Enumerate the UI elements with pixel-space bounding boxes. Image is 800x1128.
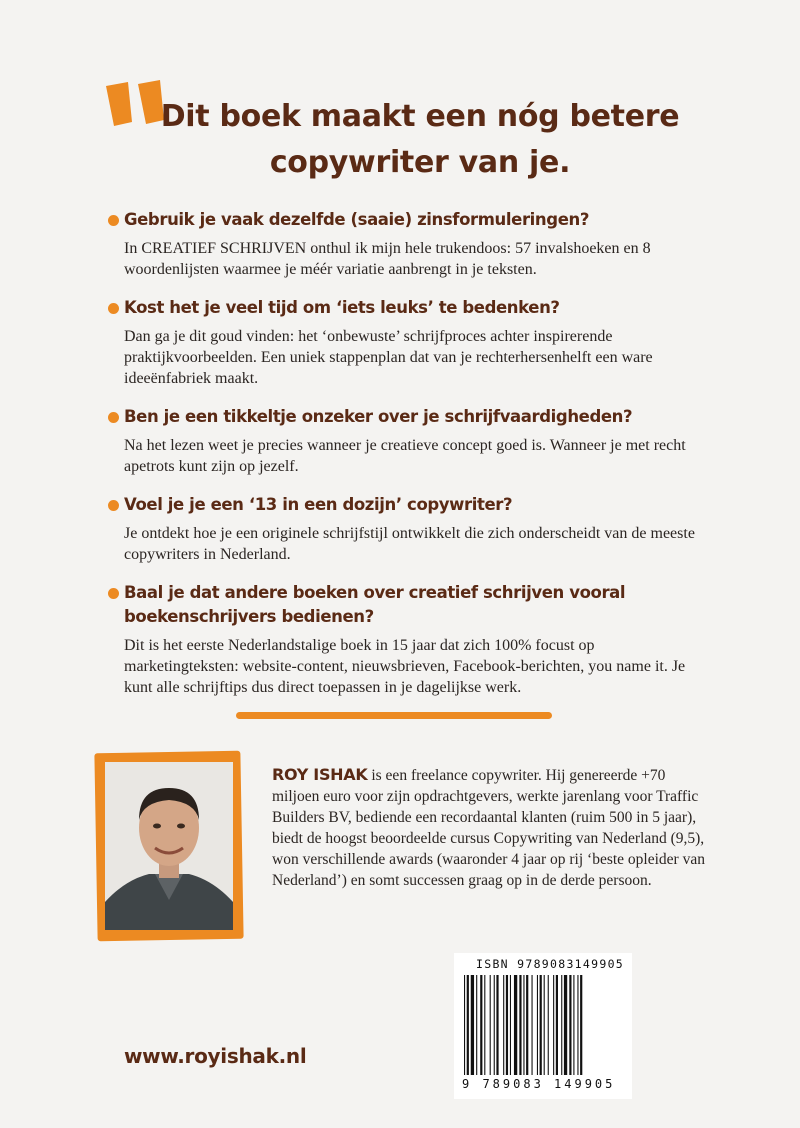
barcode (454, 953, 632, 1099)
author-bio (272, 764, 712, 891)
website-url[interactable]: www.royishak.nl (124, 1044, 307, 1068)
item-question: Kost het je veel tijd om ‘iets leuks’ te bedenken? (124, 298, 560, 317)
item-question: Ben je een tikkeltje onzeker over je schrijfvaardigheden? (124, 407, 633, 426)
barcode-bars-icon (464, 975, 622, 1075)
item-answer: Je ontdekt hoe je een originele schrijfstijl ontwikkelt die zich onderscheidt van de meeste copywriters in Nederland. (124, 525, 695, 563)
headline-line-1: Dit boek maakt een nóg betere (160, 99, 680, 134)
author-bio-text: is een freelance copywriter. Hij genereerde +70 miljoen euro voor zijn opdrachtgevers, werkte jarenlang voor Traffic Builders BV, bediende een recordaantal klanten (ruim 500 in 5 jaar), biedt de hoogst beoordeelde cursus Copywriting van Nederland (9,5), won verschillende awards (waaronder 4 jaar op rij ‘beste opleider van Nederland’) en somt successen graag op in de derde persoon. (272, 767, 705, 889)
list-item (108, 296, 708, 389)
item-answer: Dan ga je dit goud vinden: het ‘onbewuste’ schrijfproces achter inspirerende praktijkvoorbeelden. Een uniek stappenplan dat van je rechterhersenhelft een ware ideeënfabriek maakt. (124, 328, 653, 387)
headline-line-2: copywriter van je. (269, 145, 571, 180)
item-question: Baal je dat andere boeken over creatief schrijven vooral boekenschrijvers bedienen? (124, 583, 626, 626)
headline (150, 94, 690, 186)
item-answer: Dit is het eerste Nederlandstalige boek in 15 jaar dat zich 100% focust op marketingteksten: website-content, nieuwsbrieven, Facebook-berichten, you name it. Je kunt alle schrijftips dus direct toepassen in je dagelijkse werk. (124, 637, 686, 696)
author-portrait-icon (105, 762, 233, 930)
isbn-label: ISBN 9789083149905 (476, 957, 625, 971)
divider-brush-stroke (236, 712, 552, 719)
bullet-icon (108, 412, 119, 423)
item-answer: In CREATIEF SCHRIJVEN onthul ik mijn hele trukendoos: 57 invalshoeken en 8 woordenlijsten waarmee je méér variatie aanbrengt in je teksten. (124, 240, 651, 278)
bullet-icon (108, 588, 119, 599)
list-item (108, 208, 708, 280)
bullet-icon (108, 303, 119, 314)
list-item (108, 405, 708, 477)
isbn-digits: 9 789083 149905 (462, 1077, 616, 1091)
bullet-icon (108, 500, 119, 511)
list-item (108, 581, 708, 698)
item-answer: Na het lezen weet je precies wanneer je creatieve concept goed is. Wanneer je met recht apetrots kunt zijn op jezelf. (124, 437, 686, 475)
author-photo (105, 762, 233, 930)
author-name: ROY ISHAK (272, 765, 368, 784)
item-question: Gebruik je vaak dezelfde (saaie) zinsformuleringen? (124, 210, 589, 229)
bullet-icon (108, 215, 119, 226)
list-item (108, 493, 708, 565)
selling-points-list (108, 208, 708, 714)
item-question: Voel je je een ‘13 in een dozijn’ copywriter? (124, 495, 513, 514)
